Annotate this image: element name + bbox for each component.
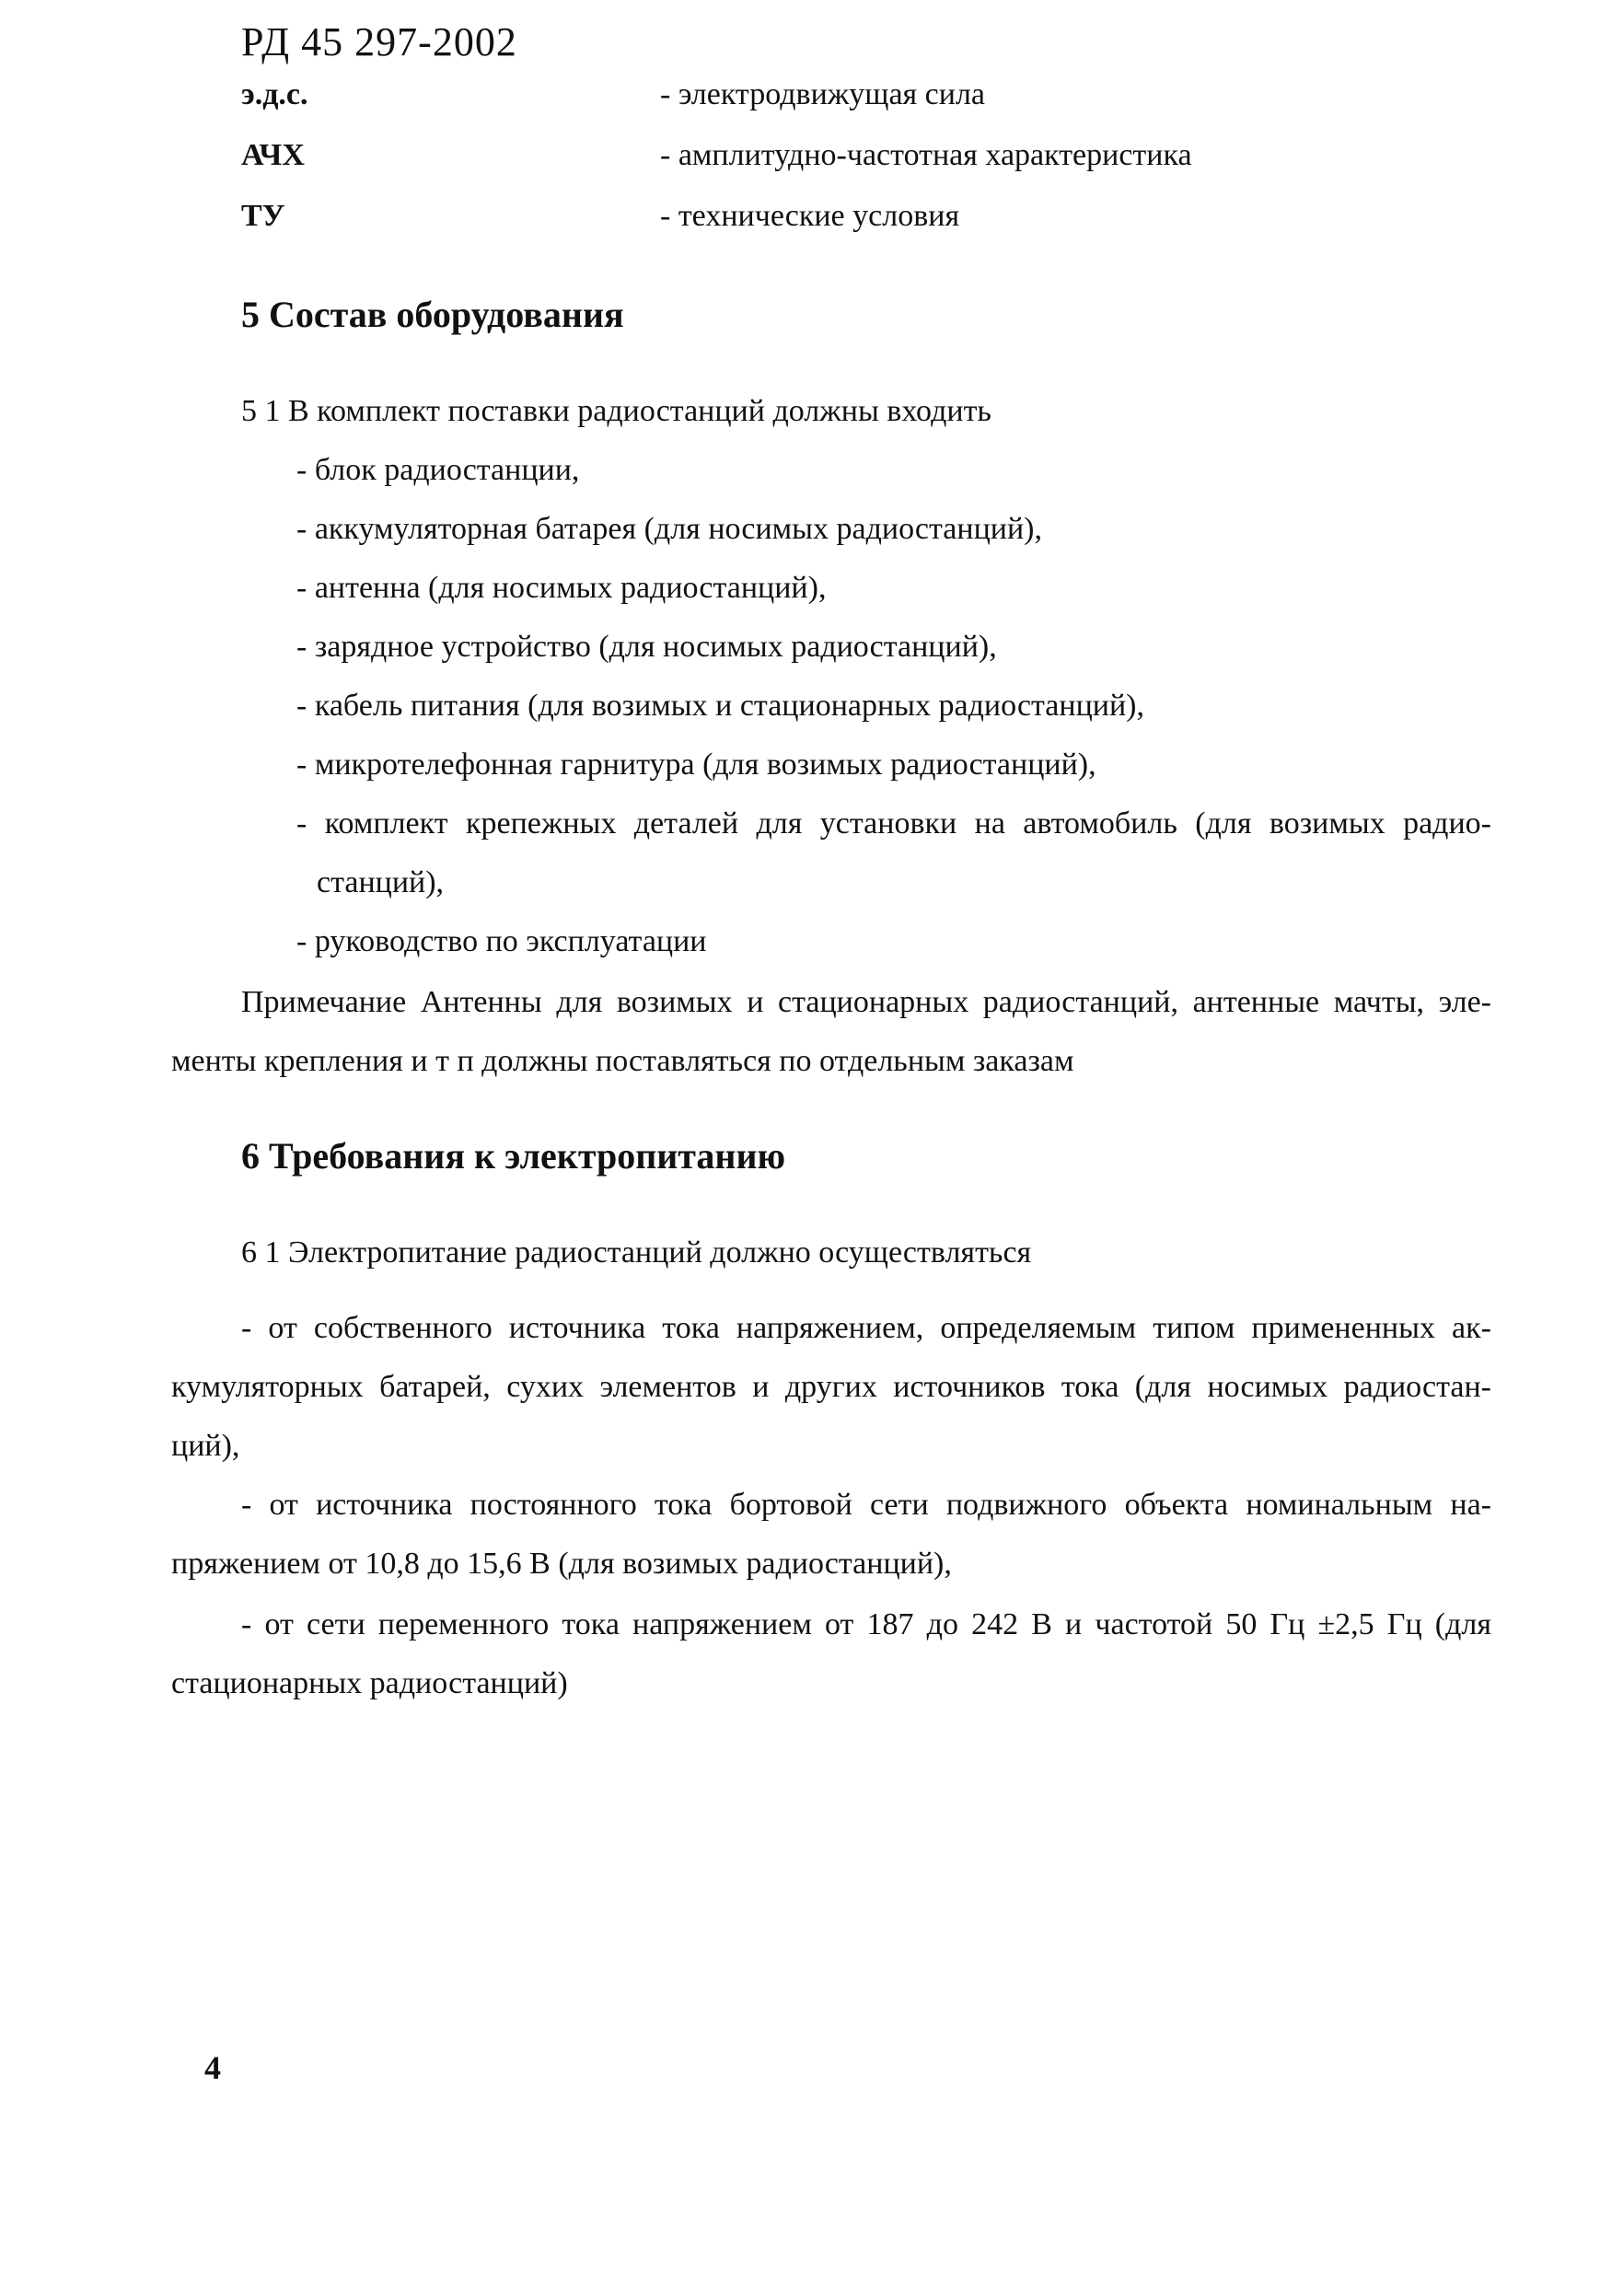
note-line: Примечание Антенны для возимых и стационарных радиостанций, антенные мачты, эле- <box>241 985 1491 1019</box>
list-item: - руководство по эксплуатации <box>296 924 707 958</box>
list-item: - антенна (для носимых радиостанций), <box>296 571 827 605</box>
list-item: - комплект крепежных деталей для установки на автомобиль (для возимых радио- <box>296 806 1491 841</box>
abbreviation-term: э.д.с. <box>241 77 308 111</box>
section-5-intro: 5 1 В комплект поставки радиостанций должны входить <box>241 394 991 428</box>
section-6-intro: 6 1 Электропитание радиостанций должно осуществляться <box>241 1235 1032 1270</box>
abbreviation-row <box>241 199 1530 245</box>
list-item: - зарядное устройство (для носимых радиостанций), <box>296 630 997 664</box>
abbreviation-term: ТУ <box>241 199 285 233</box>
paragraph-line: - от источника постоянного тока бортовой сети подвижного объекта номинальным на- <box>241 1488 1491 1522</box>
abbreviation-definition: - электродвижущая сила <box>660 77 986 111</box>
paragraph-line: кумуляторных батарей, сухих элементов и других источников тока (для носимых радиостан- <box>171 1370 1491 1404</box>
abbreviation-term: АЧХ <box>241 138 305 172</box>
paragraph-line: - от собственного источника тока напряжением, определяемым типом примененных ак- <box>241 1311 1491 1345</box>
list-item: - аккумуляторная батарея (для носимых радиостанций), <box>296 512 1042 546</box>
document-code: РД 45 297-2002 <box>241 19 517 64</box>
section-5-title: 5 Состав оборудования <box>241 294 624 335</box>
abbreviation-row <box>241 138 1530 184</box>
section-6-title: 6 Требования к электропитанию <box>241 1135 786 1177</box>
abbreviation-row <box>241 77 1530 123</box>
note-line: менты крепления и т п должны поставляться по отдельным заказам <box>171 1044 1074 1078</box>
list-item: - кабель питания (для возимых и стационарных радиостанций), <box>296 689 1145 723</box>
list-item-continuation: станций), <box>317 865 445 899</box>
paragraph-line: ций), <box>171 1429 240 1463</box>
paragraph-line: пряжением от 10,8 до 15,6 В (для возимых радиостанций), <box>171 1547 952 1581</box>
paragraph-line: - от сети переменного тока напряжением от 187 до 242 В и частотой 50 Гц ±2,5 Гц (для <box>241 1607 1491 1641</box>
abbreviation-definition: - технические условия <box>660 199 960 233</box>
paragraph-line: стационарных радиостанций) <box>171 1666 568 1700</box>
page-number: 4 <box>204 2049 221 2086</box>
abbreviation-definition: - амплитудно-частотная характеристика <box>660 138 1192 172</box>
list-item: - микротелефонная гарнитура (для возимых радиостанций), <box>296 748 1096 782</box>
list-item: - блок радиостанции, <box>296 453 580 487</box>
